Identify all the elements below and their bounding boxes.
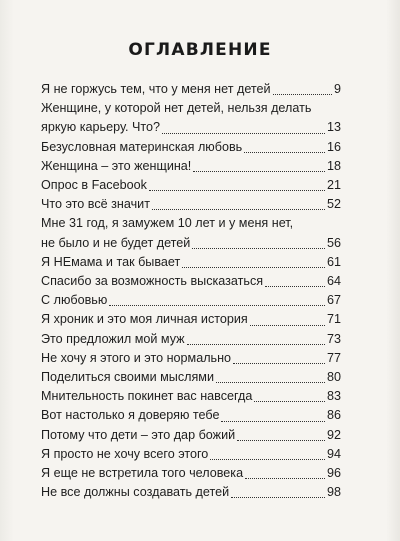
toc-entry xyxy=(41,176,341,195)
toc-entry-page: 92 xyxy=(326,427,341,442)
toc-entry-title: Я не горжусь тем, что у меня нет детей xyxy=(41,82,271,96)
toc-entry-page: 61 xyxy=(326,254,341,269)
toc-entry-title: Опрос в Facebook xyxy=(41,178,147,193)
dot-leader xyxy=(182,267,325,268)
toc-entry-title: не было и не будет детей xyxy=(41,235,191,250)
toc-entry-page: 16 xyxy=(326,139,341,154)
toc-entry-title: Я НЕмама и так бывает xyxy=(41,254,181,269)
toc-entry-page: 71 xyxy=(326,312,341,327)
toc-entry-title: Спасибо за возможность высказаться xyxy=(41,274,264,289)
page-title: ОГЛАВЛЕНИЕ xyxy=(128,40,272,60)
dot-leader xyxy=(265,286,325,287)
dot-leader xyxy=(109,305,325,306)
toc-entry xyxy=(41,368,341,387)
toc-entry-page: 96 xyxy=(326,466,341,481)
toc-entry xyxy=(41,483,341,502)
toc-entry-title: яркую карьеру. Что? xyxy=(41,120,161,135)
toc-entry xyxy=(41,291,341,310)
toc-entry xyxy=(41,406,341,425)
dot-leader xyxy=(149,190,325,191)
toc-entry xyxy=(41,138,341,157)
toc-entry-title: Я еще не встретила того человека xyxy=(41,466,244,481)
toc-entry-page: 56 xyxy=(326,235,341,250)
toc-entry-title: С любовью xyxy=(41,293,108,308)
toc-entry-page: 67 xyxy=(326,293,341,308)
toc-entry xyxy=(41,464,341,483)
toc-entry xyxy=(41,310,341,329)
toc-entry xyxy=(41,349,341,368)
toc-entry-page: 52 xyxy=(326,197,341,212)
dot-leader xyxy=(233,363,325,364)
dot-leader xyxy=(244,152,325,153)
toc-entry-title: Это предложил мой муж xyxy=(41,331,185,346)
toc-entry-title: Поделиться своими мыслями xyxy=(41,370,214,385)
dot-leader xyxy=(250,325,325,326)
toc-entry xyxy=(41,387,341,406)
toc-entry xyxy=(41,99,341,137)
toc-entry-page: 64 xyxy=(326,274,341,289)
toc-entry-title: Безусловная материнская любовь xyxy=(41,139,243,154)
dot-leader xyxy=(237,440,325,441)
toc-entry-title: Женщина – это женщина! xyxy=(41,158,192,173)
toc-entry-title: Не все должны создавать детей xyxy=(41,485,230,500)
toc-entry-title: Не хочу я этого и это нормально xyxy=(41,350,232,365)
toc-entry-page: 83 xyxy=(326,389,341,404)
dot-leader xyxy=(193,171,325,172)
toc-entry xyxy=(41,157,341,176)
toc-entry xyxy=(41,330,341,349)
dot-leader xyxy=(273,94,332,95)
toc-entry-page: 77 xyxy=(326,350,341,365)
dot-leader xyxy=(254,401,325,402)
toc-entry xyxy=(41,253,341,272)
toc-entry xyxy=(41,426,341,445)
dot-leader xyxy=(187,344,325,345)
dot-leader xyxy=(192,248,325,249)
dot-leader xyxy=(245,478,325,479)
toc-entry-page: 21 xyxy=(326,178,341,193)
toc-entry-title: Я просто не хочу всего этого xyxy=(41,446,209,461)
toc-entry xyxy=(41,272,341,291)
table-of-contents xyxy=(41,80,341,502)
toc-entry-title: Потому что дети – это дар божий xyxy=(41,427,236,442)
toc-entry-title-line1: Мне 31 год, я замужем 10 лет и у меня нет, xyxy=(41,216,294,231)
toc-entry-title: Мнительность покинет вас навсегда xyxy=(41,389,253,404)
dot-leader xyxy=(216,382,325,383)
toc-entry xyxy=(41,214,341,252)
dot-leader xyxy=(231,497,325,498)
dot-leader xyxy=(210,459,325,460)
toc-entry xyxy=(41,80,341,99)
dot-leader xyxy=(221,421,325,422)
toc-entry-title-line1: Женщине, у которой нет детей, нельзя делать xyxy=(41,101,312,116)
dot-leader xyxy=(152,209,325,210)
toc-entry-title: Я хроник и это моя личная история xyxy=(41,312,248,327)
toc-entry-page: 98 xyxy=(326,485,341,500)
toc-entry-page: 80 xyxy=(326,370,341,385)
toc-entry-page: 94 xyxy=(326,446,341,461)
toc-entry-title: Что это всё значит xyxy=(41,197,150,212)
toc-entry-title: Вот настолько я доверяю тебе xyxy=(41,408,220,423)
toc-entry-page: 18 xyxy=(326,158,341,173)
toc-entry-page: 13 xyxy=(326,120,341,135)
toc-entry xyxy=(41,445,341,464)
toc-entry-page: 86 xyxy=(326,408,341,423)
toc-entry xyxy=(41,195,341,214)
toc-entry-page: 9 xyxy=(333,82,341,96)
dot-leader xyxy=(162,133,325,134)
toc-entry-page: 73 xyxy=(326,331,341,346)
